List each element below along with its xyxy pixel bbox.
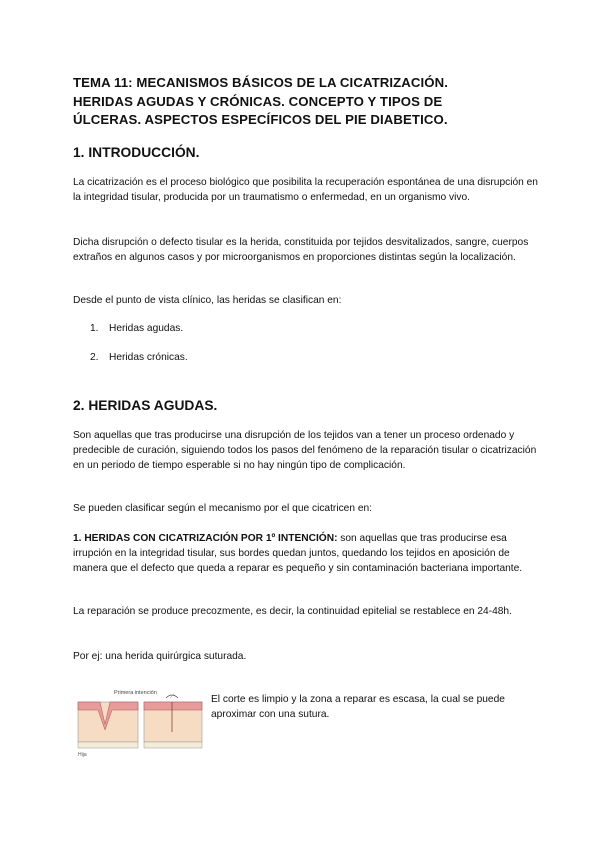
list-item-text: Heridas crónicas. (109, 352, 188, 363)
list-item (90, 323, 183, 334)
section-heading-heridas-agudas: 2. HERIDAS AGUDAS. (73, 398, 218, 413)
document-title (73, 74, 543, 130)
title-line-1: TEMA 11: MECANISMOS BÁSICOS DE LA CICATRIZACIÓN. (73, 75, 449, 90)
acute-paragraph-2: Se pueden clasificar según el mecanismo por el que cicatricen en: (73, 503, 372, 514)
list-item-text: Heridas agudas. (109, 323, 184, 334)
sutured-wound-diagram (144, 694, 202, 748)
list-item (90, 352, 188, 363)
primary-intention-heading: 1. HERIDAS CON CICATRIZACIÓN POR 1º INTENCIÓN: (73, 533, 338, 544)
acute-paragraph-1: Son aquellas que tras producirse una disrupción de los tejidos van a tener un proceso ordenado y predecible de curación, siguiendo todos los pasos del fenómeno de la reparación tisular o cicatrización en un periodo de tiempo esperable si no hay ningún tipo de complicación. (73, 430, 537, 471)
acute-paragraph-4: La reparación se produce precozmente, es decir, la continuidad epitelial se restablece en 24-48h. (73, 606, 512, 617)
intro-paragraph-2: Dicha disrupción o defecto tisular es la herida, constituida por tejidos desvitalizados, sangre, cuerpos extraños en algunos casos y por microorganismos en proporciones distintas según la localización. (73, 237, 529, 263)
wound-healing-illustration (72, 688, 204, 758)
acute-paragraph-5: Por ej: una herida quirúrgica suturada. (73, 651, 247, 662)
open-wound-diagram (78, 702, 138, 748)
section-heading-introduccion: 1. INTRODUCCIÓN. (73, 145, 200, 160)
intro-paragraph-3: Desde el punto de vista clínico, las heridas se clasifican en: (73, 295, 342, 306)
list-item-number: 1. (90, 323, 99, 334)
intro-paragraph-1: La cicatrización es el proceso biológico que posibilita la recuperación espontánea de una disrupción en la integridad tisular, producida por un traumatismo o enfermedad, en un organismo vivo. (73, 177, 538, 203)
list-item-number: 2. (90, 352, 99, 363)
acute-paragraph-3 (73, 532, 538, 576)
primary-intention-text: son aquellas que tras producirse esa irrupción en la integridad tisular, sus bordes quedan juntos, quedando los tejidos en aposición de manera que el defecto que queda a reparar es pequeño y sin contaminación bacteriana importante. (73, 533, 523, 574)
title-line-2: HERIDAS AGUDAS Y CRÓNICAS. CONCEPTO Y TIPOS DE (73, 93, 443, 109)
figure-sublabel: Hija (78, 752, 87, 758)
figure-label: Primera intención (114, 690, 157, 696)
title-line-3: ÚLCERAS. ASPECTOS ESPECÍFICOS DEL PIE DIABETICO. (73, 112, 448, 127)
figure-caption: El corte es limpio y la zona a reparar es escasa, la cual se puede aproximar con una sutura. (211, 694, 505, 720)
